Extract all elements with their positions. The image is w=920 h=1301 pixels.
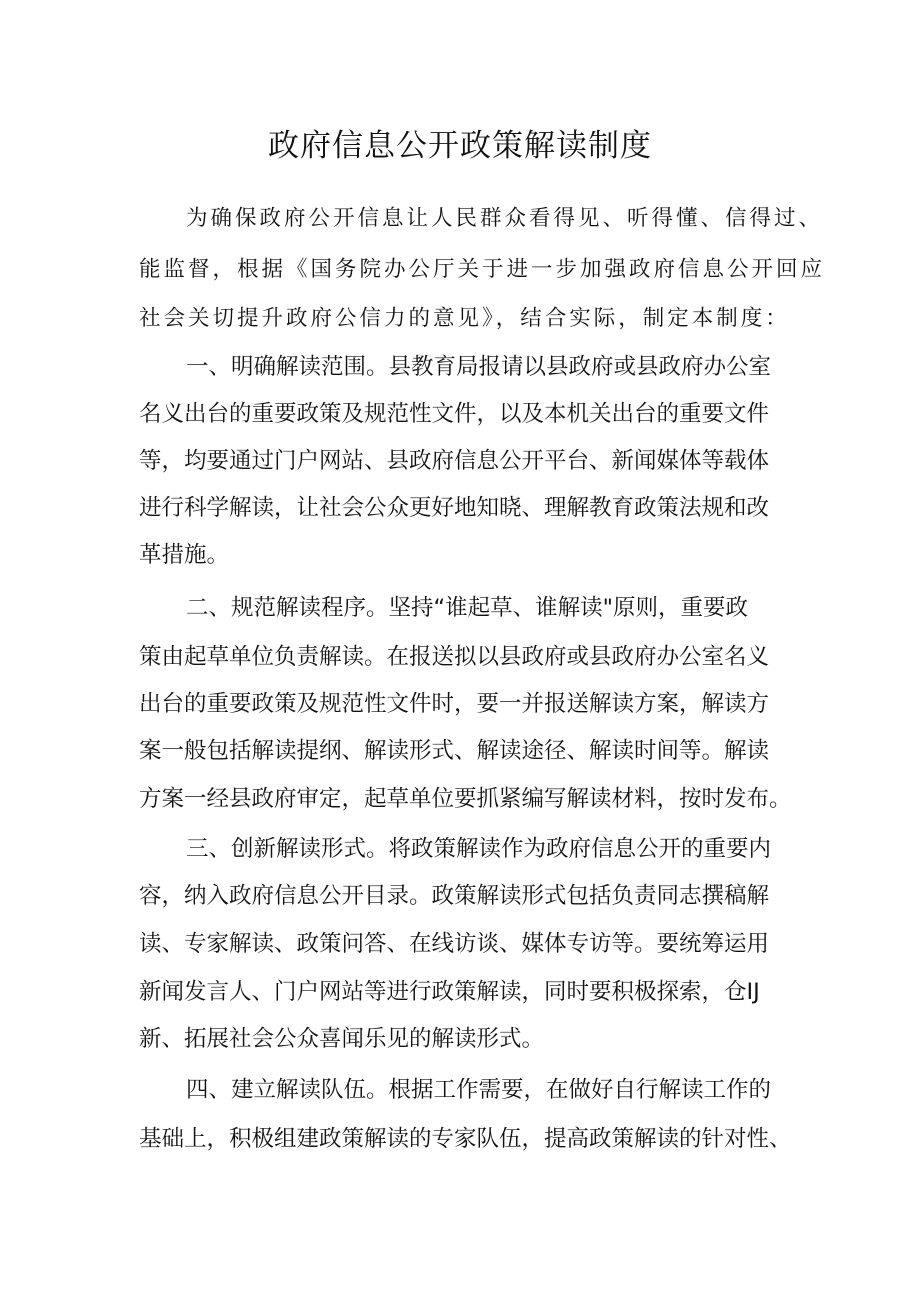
section-2-line-4: 案一般包括解读提纲、解读形式、解读途径、解读时间等。解读 [139,738,770,764]
intro-line-1: 为确保政府公开信息让人民群众看得见、听得懂、信得过、 [186,206,824,231]
section-3-line-3: 读、专家解读、政策问答、在线访谈、媒体专访等。要统筹运用 [139,931,770,957]
section-2-line-3: 出台的重要政策及规范性文件时，要一并报送解读方案，解读方 [139,691,770,717]
intro-line-2: 能监督，根据《国务院办公厅关于进一步加强政府信息公开回应 [139,257,826,282]
section-2-line-5: 方案一经县政府审定，起草单位要抓紧编写解读材料，按时发布。 [139,786,792,812]
document-title: 政府信息公开政策解读制度 [268,128,652,164]
section-2-line-1: 二、规范解读程序。坚持“谁起草、谁解读"原则，重要政 [186,595,749,621]
section-3-line-2: 容，纳入政府信息公开目录。政策解读形式包括负责同志撰稿解 [139,883,770,909]
section-3-line-4: 新闻发言人、门户网站等进行政策解读，同时要积极探索，仓IJ [139,979,760,1005]
section-2-line-2: 策由起草单位负责解读。在报送拟以县政府或县政府办公室名义 [139,644,770,670]
section-1-line-2: 名义出台的重要政策及规范性文件，以及本机关出台的重要文件 [139,401,770,427]
section-1-line-4: 进行科学解读，让社会公众更好地知晓、理解教育政策法规和改 [139,495,770,521]
section-4-line-2: 基础上，积极组建政策解读的专家队伍，提高政策解读的针对性、 [139,1126,792,1152]
section-1-line-1: 一、明确解读范围。县教育局报请以县政府或县政府办公室 [186,354,772,380]
intro-line-3: 社会关切提升政府公信力的意见》，结合实际，制定本制度： [139,306,790,331]
section-3-line-1: 三、创新解读形式。将政策解读作为政府信息公开的重要内 [186,836,772,862]
section-1-line-3: 等，均要通过门户网站、县政府信息公开平台、新闻媒体等载体 [139,448,770,474]
section-1-line-5: 革措施。 [139,542,230,568]
section-3-line-5: 新、拓展社会公众喜闻乐见的解读形式。 [139,1026,545,1052]
section-4-line-1: 四、建立解读队伍。根据工作需要，在做好自行解读工作的 [186,1077,772,1103]
